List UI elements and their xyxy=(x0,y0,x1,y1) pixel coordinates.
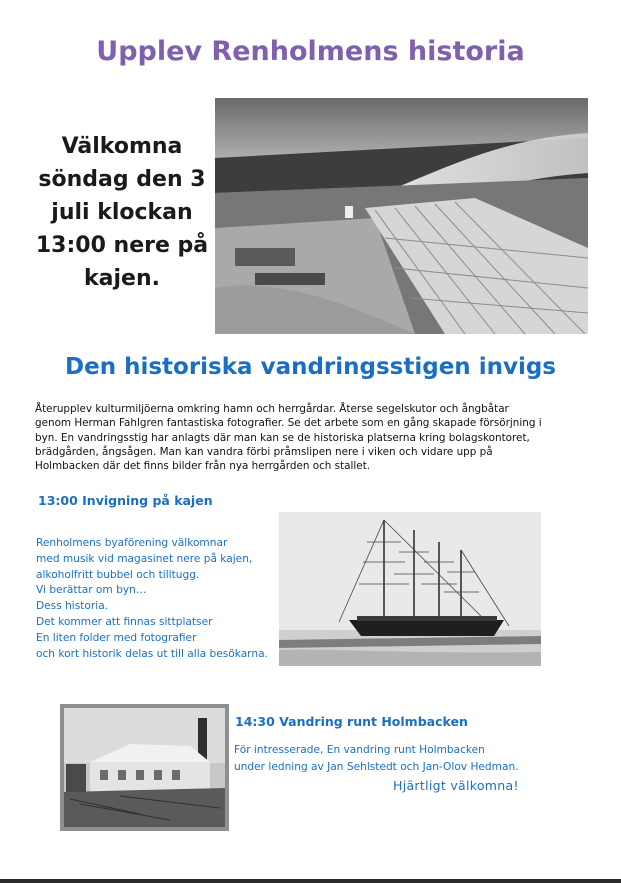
intro-paragraph xyxy=(35,402,591,473)
event1-heading: 13:00 Invigning på kajen xyxy=(38,493,213,508)
event1-description xyxy=(36,536,296,662)
event1-line: med musik vid magasinet nere på kajen, xyxy=(36,552,253,565)
bottom-divider xyxy=(0,879,621,883)
page-title: Upplev Renholmens historia xyxy=(96,36,525,67)
welcome-line: 13:00 nere på xyxy=(35,233,209,258)
intro-line: byn. En vandringsstig har anlagts där man kan se de historiska platserna kring bolagskontoret, xyxy=(35,431,530,444)
event2-heading: 14:30 Vandring runt Holmbacken xyxy=(235,714,468,729)
welcome-line: söndag den 3 xyxy=(38,167,206,192)
event2-line: För intresserade, En vandring runt Holmbacken xyxy=(234,744,485,756)
event2-line: under ledning av Jan Sehlstedt och Jan-Olov Hedman. xyxy=(234,760,519,773)
intro-line: Återupplev kulturmiljöerna omkring hamn och herrgårdar. Återse segelskutor och ångbåtar xyxy=(35,403,509,415)
event1-line: alkoholfritt bubbel och tilltugg. xyxy=(36,568,200,581)
event1-line: och kort historik delas ut till alla besökarna. xyxy=(36,647,268,660)
welcome-line: kajen. xyxy=(84,266,160,291)
sailing-ship-photo xyxy=(279,512,541,666)
welcome-text xyxy=(28,130,216,295)
welcome-line: juli klockan xyxy=(51,200,193,225)
event1-line: En liten folder med fotografier xyxy=(36,631,197,644)
intro-line: Holmbacken där det finns bilder från nya herrgården och stallet. xyxy=(35,460,371,473)
event2-description xyxy=(234,742,564,775)
section-subtitle: Den historiska vandringsstigen invigs xyxy=(65,354,556,380)
aerial-harbor-photo xyxy=(215,98,588,334)
event1-line: Vi berättar om byn… xyxy=(36,584,147,597)
intro-line: brädgården, ångsågen. Man kan vandra förbi pråmslipen nere i viken och vidare upp på xyxy=(35,445,493,458)
event1-line: Det kommer att finnas sittplatser xyxy=(36,615,213,628)
welcome-line: Välkomna xyxy=(61,134,183,159)
event1-line: Dess historia. xyxy=(36,600,109,613)
intro-line: genom Herman Fahlgren fantastiska fotografier. Se det arbete som en gång skapade försörjning i xyxy=(35,417,542,430)
sawmill-building-photo xyxy=(60,704,229,831)
closing-greeting: Hjärtligt välkomna! xyxy=(393,778,519,793)
event1-line: Renholmens byaförening välkomnar xyxy=(36,537,228,549)
